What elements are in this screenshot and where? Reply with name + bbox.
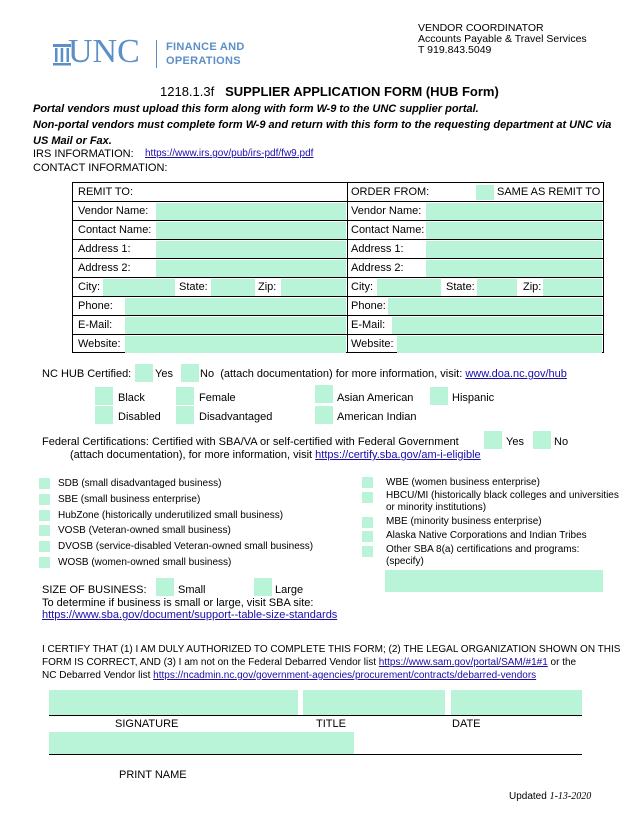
remit-city-field[interactable] (103, 279, 175, 296)
hub-yes-label: Yes (155, 368, 173, 380)
size-small-checkbox[interactable] (156, 578, 174, 596)
print-name-label: PRINT NAME (119, 769, 187, 781)
other-sba-label-line1: Other SBA 8(a) certifications and programs: (386, 544, 580, 555)
size-large-checkbox[interactable] (254, 578, 272, 596)
remit-phone-field[interactable] (125, 298, 346, 315)
signature-field[interactable] (49, 690, 298, 715)
same-as-remit-label: SAME AS REMIT TO (497, 186, 601, 198)
form-number: 1218.1.3f (160, 84, 215, 99)
wbe-label: WBE (women business enterprise) (386, 477, 540, 488)
order-city-field[interactable] (377, 279, 441, 296)
size-note: To determine if business is small or large, visit SBA site: (42, 597, 314, 609)
federal-note-text: (attach documentation), for more information, visit (70, 449, 313, 461)
dvosb-checkbox[interactable] (39, 541, 50, 552)
remit-address2-label: Address 2: (78, 262, 131, 274)
hub-hispanic-label: Hispanic (452, 392, 495, 404)
signature-line (49, 715, 582, 716)
table-row-address2 (73, 259, 603, 278)
sam-link[interactable]: https://www.sam.gov/portal/SAM/#1#1 (378, 657, 548, 668)
order-email-label: E-Mail: (351, 319, 386, 331)
updated-note (509, 791, 591, 802)
irs-label: IRS INFORMATION: (33, 148, 134, 160)
remit-address2-field[interactable] (156, 260, 346, 277)
updated-date: 1-13-2020 (549, 791, 592, 802)
hub-american-indian-label: American Indian (337, 411, 417, 423)
hub-yes-checkbox[interactable] (135, 364, 153, 382)
other-sba-label-line2: (specify) (386, 556, 424, 567)
hub-female-checkbox[interactable] (176, 387, 194, 405)
order-website-label: Website: (351, 338, 394, 350)
federal-yes-checkbox[interactable] (484, 431, 502, 449)
hub-disabled-label: Disabled (118, 411, 161, 423)
federal-note (70, 449, 481, 461)
order-address2-label: Address 2: (351, 262, 404, 274)
hbcu-label-line2: or minority institutions) (386, 502, 487, 513)
mbe-checkbox[interactable] (362, 517, 373, 528)
sbe-checkbox[interactable] (39, 494, 50, 505)
alaska-native-checkbox[interactable] (362, 531, 373, 542)
vendor-coordinator-phone: T 919.843.5049 (418, 44, 492, 56)
table-row-address1 (73, 240, 603, 259)
hub-hispanic-checkbox[interactable] (430, 387, 448, 405)
remit-address1-label: Address 1: (78, 243, 131, 255)
order-phone-label: Phone: (351, 300, 386, 312)
updated-label: Updated (509, 791, 547, 802)
sbe-label: SBE (small business enterprise) (58, 494, 201, 505)
certify-line1: I CERTIFY THAT (1) I AM DULY AUTHORIZED TO COMPLETE THIS FORM; (2) THE LEGAL ORGANIZATION SHOWN ON THIS (42, 644, 621, 655)
hbcu-checkbox[interactable] (362, 492, 373, 503)
vosb-label: VOSB (Veteran-owned small business) (58, 525, 231, 536)
hub-disabled-checkbox[interactable] (95, 406, 113, 424)
hub-no-text: No (200, 368, 215, 380)
order-contact-name-label: Contact Name: (351, 224, 425, 236)
remit-state-label: State: (179, 281, 208, 293)
size-link[interactable]: https://www.sba.gov/document/support--table-size-standards (42, 609, 338, 621)
mbe-label: MBE (minority business enterprise) (386, 516, 542, 527)
remit-state-field[interactable] (211, 279, 255, 296)
federal-no-label: No (554, 436, 569, 448)
vendor-coordinator-title: VENDOR COORDINATOR (418, 22, 544, 34)
date-label: DATE (452, 718, 481, 730)
logo-wordmark: UNC (68, 33, 140, 70)
federal-no-checkbox[interactable] (533, 431, 551, 449)
remit-website-label: Website: (78, 338, 121, 350)
size-label: SIZE OF BUSINESS: (42, 584, 147, 596)
order-vendor-name-label: Vendor Name: (351, 205, 422, 217)
certify-line2-text: FORM IS CORRECT, AND (3) I am not on the Federal Debarred Vendor list (42, 657, 377, 668)
hub-asian-american-checkbox[interactable] (315, 385, 333, 403)
remit-email-field[interactable] (125, 317, 346, 334)
federal-link[interactable]: https://certify.sba.gov/am-i-eligible (315, 449, 481, 461)
hub-disadvantaged-checkbox[interactable] (176, 406, 194, 424)
order-from-label: ORDER FROM: (351, 186, 430, 198)
vendor-coordinator-block (418, 23, 587, 56)
table-row-contact (73, 221, 603, 240)
hub-no-label (200, 368, 567, 380)
other-sba-checkbox[interactable] (362, 546, 373, 557)
form-title-text: SUPPLIER APPLICATION FORM (HUB Form) (225, 84, 499, 99)
table-row-city (73, 278, 603, 297)
hub-asian-american-label: Asian American (337, 392, 414, 404)
hub-certified-label: NC HUB Certified: (42, 368, 132, 380)
sdb-label: SDB (small disadvantaged business) (58, 478, 222, 489)
order-city-label: City: (351, 281, 373, 293)
alaska-native-label: Alaska Native Corporations and Indian Tribes (386, 530, 587, 541)
dvosb-label: DVOSB (service-disabled Veteran-owned small business) (58, 541, 314, 552)
remit-address1-field[interactable] (156, 241, 346, 258)
other-sba-specify-field[interactable] (385, 570, 603, 592)
remit-city-label: City: (78, 281, 100, 293)
certify-or-the: or the (550, 657, 577, 668)
title-field[interactable] (303, 690, 445, 715)
table-row-vendor (73, 202, 603, 221)
same-as-remit-checkbox[interactable] (476, 185, 494, 200)
certify-line3-text: NC Debarred Vendor list (42, 670, 151, 681)
contact-table (72, 182, 604, 353)
hub-disadvantaged-label: Disadvantaged (199, 411, 273, 423)
hub-no-note: (attach documentation) for more information, visit: (220, 368, 463, 380)
certify-line3 (42, 670, 536, 681)
order-address1-label: Address 1: (351, 243, 404, 255)
remit-zip-field[interactable] (281, 279, 346, 296)
table-row-phone (73, 297, 603, 316)
hub-american-indian-checkbox[interactable] (315, 406, 333, 424)
order-phone-field[interactable] (388, 298, 602, 315)
logo-unit-line2: OPERATIONS (166, 55, 241, 67)
federal-cert-label: Federal Certifications: Certified with SBA/VA or self-certified with Federal Government (42, 436, 459, 448)
order-state-field[interactable] (477, 279, 517, 296)
signature-label: SIGNATURE (115, 718, 179, 730)
hub-link[interactable]: www.doa.nc.gov/hub (465, 368, 567, 380)
contact-info-label: CONTACT INFORMATION: (33, 162, 168, 174)
order-contact-name-field[interactable] (426, 222, 602, 239)
order-state-label: State: (446, 281, 475, 293)
intro-line2: Non-portal vendors must complete form W-9 and return with this form to the requesting department at UNC via US Mail or Fax. (33, 119, 612, 147)
certify-line2 (42, 657, 576, 668)
order-website-field[interactable] (397, 336, 602, 353)
date-field[interactable] (451, 690, 582, 715)
intro-line1: Portal vendors must upload this form along with form W-9 to the UNC supplier portal. (33, 103, 479, 115)
hub-female-label: Female (199, 392, 236, 404)
remit-website-field[interactable] (125, 336, 346, 353)
hubzone-label: HubZone (historically underutilized small business) (58, 510, 284, 521)
order-vendor-name-field[interactable] (426, 203, 602, 220)
order-email-field[interactable] (392, 317, 602, 334)
hub-black-checkbox[interactable] (95, 387, 113, 405)
remit-to-label: REMIT TO: (78, 186, 134, 198)
wosb-checkbox[interactable] (39, 557, 50, 568)
wosb-label: WOSB (women-owned small business) (58, 557, 232, 568)
print-name-field[interactable] (49, 732, 354, 754)
sdb-checkbox[interactable] (39, 478, 50, 489)
vosb-checkbox[interactable] (39, 525, 50, 536)
remit-email-label: E-Mail: (78, 319, 113, 331)
irs-link[interactable]: https://www.irs.gov/pub/irs-pdf/fw9.pdf (145, 148, 314, 159)
remit-phone-label: Phone: (78, 300, 113, 312)
table-row-website (73, 335, 603, 354)
order-address2-field[interactable] (426, 260, 602, 277)
table-row-header (73, 183, 603, 202)
print-name-line (49, 754, 582, 755)
order-address1-field[interactable] (426, 241, 602, 258)
hub-no-checkbox[interactable] (181, 364, 199, 382)
order-zip-label: Zip: (523, 281, 542, 293)
hubzone-checkbox[interactable] (39, 510, 50, 521)
size-small-label: Small (178, 584, 206, 596)
size-large-label: Large (275, 584, 304, 596)
logo-unit-name (166, 40, 245, 68)
remit-contact-name-label: Contact Name: (78, 224, 152, 236)
table-row-email (73, 316, 603, 335)
remit-vendor-name-label: Vendor Name: (78, 205, 149, 217)
remit-contact-name-field[interactable] (156, 222, 346, 239)
title-label: TITLE (316, 718, 346, 730)
remit-vendor-name-field[interactable] (156, 203, 346, 220)
federal-yes-label: Yes (506, 436, 524, 448)
hub-black-label: Black (118, 392, 145, 404)
form-title (160, 84, 499, 99)
order-zip-field[interactable] (543, 279, 602, 296)
form-intro (33, 101, 613, 149)
logo-divider (156, 40, 157, 68)
logo-unit-line1: FINANCE AND (166, 41, 245, 53)
remit-zip-label: Zip: (258, 281, 277, 293)
hbcu-label-line1: HBCU/MI (historically black colleges and universities (386, 490, 619, 501)
nc-debarred-link[interactable]: https://ncadmin.nc.gov/government-agencies/procurement/contracts/debarred-vendors (153, 670, 537, 681)
vendor-coordinator-dept: Accounts Payable & Travel Services (418, 33, 587, 45)
wbe-checkbox[interactable] (362, 477, 373, 488)
